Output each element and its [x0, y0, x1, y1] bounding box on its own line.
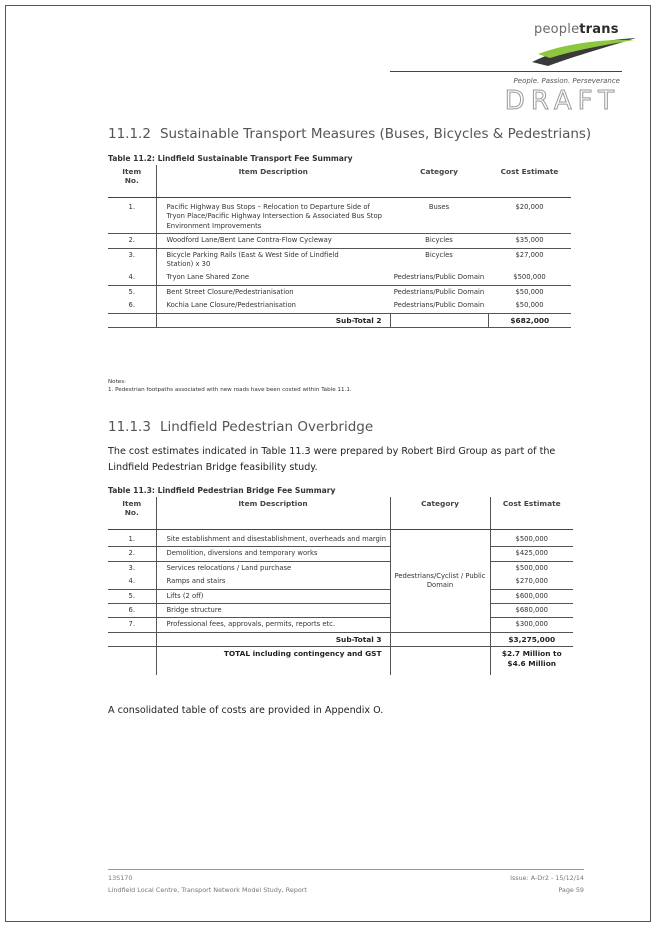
table-row: 6. Bridge structure $680,000: [108, 604, 573, 618]
table-row: 4. Ramps and stairs $270,000: [108, 575, 573, 589]
col-header-cost: Cost Estimate: [488, 165, 571, 198]
col-header-cost: Cost Estimate: [490, 497, 573, 530]
table-11-2: [108, 165, 571, 328]
subtotal-row: Sub-Total 2 $682,000: [108, 313, 571, 327]
table-row: 4. Tryon Lane Shared Zone Pedestrians/Public Domain $500,000: [108, 271, 571, 285]
col-header-category: Category: [390, 165, 488, 198]
col-header-category: Category: [390, 497, 490, 530]
section-intro-paragraph: The cost estimates indicated in Table 11.3 were prepared by Robert Bird Group as part of the Lindfield Pedestrian Bridge feasibility study.: [108, 446, 556, 473]
col-header-description: Item Description: [156, 497, 390, 530]
logo-swoosh-graphic: [530, 36, 638, 70]
header-rule: [390, 71, 622, 72]
table-row: 2. Demolition, diversions and temporary works $425,000: [108, 547, 573, 561]
total-row: TOTAL including contingency and GST $2.7 Million to $4.6 Million: [108, 647, 573, 676]
closing-paragraph: A consolidated table of costs are provided in Appendix O.: [108, 705, 384, 716]
company-tagline: People. Passion. Perseverance: [513, 77, 620, 85]
col-header-item-no: Item No.: [108, 497, 156, 530]
merged-category-cell: Pedestrians/Cyclist / Public Domain: [390, 530, 490, 633]
table-header-row: [108, 165, 571, 198]
footer-page-number: Page 59: [558, 886, 584, 894]
col-header-item-no: Item No.: [108, 165, 156, 198]
draft-watermark: DRAFT: [504, 86, 620, 116]
table-row: 3. Bicycle Parking Rails (East & West Side of Lindfield Station) x 30 Bicycles $27,000: [108, 248, 571, 271]
table-11-2-caption: Table 11.2: Lindfield Sustainable Transport Fee Summary: [108, 154, 353, 163]
table-row: 7. Professional fees, approvals, permits, reports etc. $300,000: [108, 618, 573, 632]
footer-rule: [108, 869, 584, 870]
table-row: 5. Lifts (2 off) $600,000: [108, 589, 573, 603]
subtotal-row: Sub-Total 3 $3,275,000: [108, 632, 573, 646]
table-row: 1. Pacific Highway Bus Stops – Relocation to Departure Side of Tryon Place/Pacific Highway Intersection & Associated Bus Stop Environment Improvements Buses $20,000: [108, 198, 571, 234]
table-notes: Notes: 1. Pedestrian footpaths associated with new roads have been costed within Table 11.1.: [108, 379, 352, 393]
table-row: 2. Woodford Lane/Bent Lane Contra-Flow Cycleway Bicycles $35,000: [108, 234, 571, 248]
table-row: 6. Kochia Lane Closure/Pedestrianisation Pedestrians/Public Domain $50,000: [108, 299, 571, 313]
table-row: 3. Services relocations / Land purchase $500,000: [108, 561, 573, 575]
footer-doc-code: 13S170: [108, 874, 133, 882]
table-header-row: [108, 497, 573, 530]
col-header-description: Item Description: [156, 165, 390, 198]
table-row: 1. Site establishment and disestablishment, overheads and margin Pedestrians/Cyclist / Public Domain $500,000: [108, 530, 573, 547]
section-heading-11-1-3: 11.1.3 Lindfield Pedestrian Overbridge: [108, 419, 374, 435]
footer-doc-title: Lindfield Local Centre, Transport Network Model Study, Report: [108, 886, 307, 894]
section-heading-11-1-2: 11.1.2 Sustainable Transport Measures (Buses, Bicycles & Pedestrians): [108, 126, 592, 142]
table-row: 5. Bent Street Closure/Pedestrianisation Pedestrians/Public Domain $50,000: [108, 285, 571, 299]
company-logo-text: peopletrans: [534, 22, 619, 37]
table-11-3: [108, 497, 573, 675]
footer-issue: Issue: A-Dr2 - 15/12/14: [510, 874, 584, 882]
table-11-3-caption: Table 11.3: Lindfield Pedestrian Bridge Fee Summary: [108, 486, 336, 495]
